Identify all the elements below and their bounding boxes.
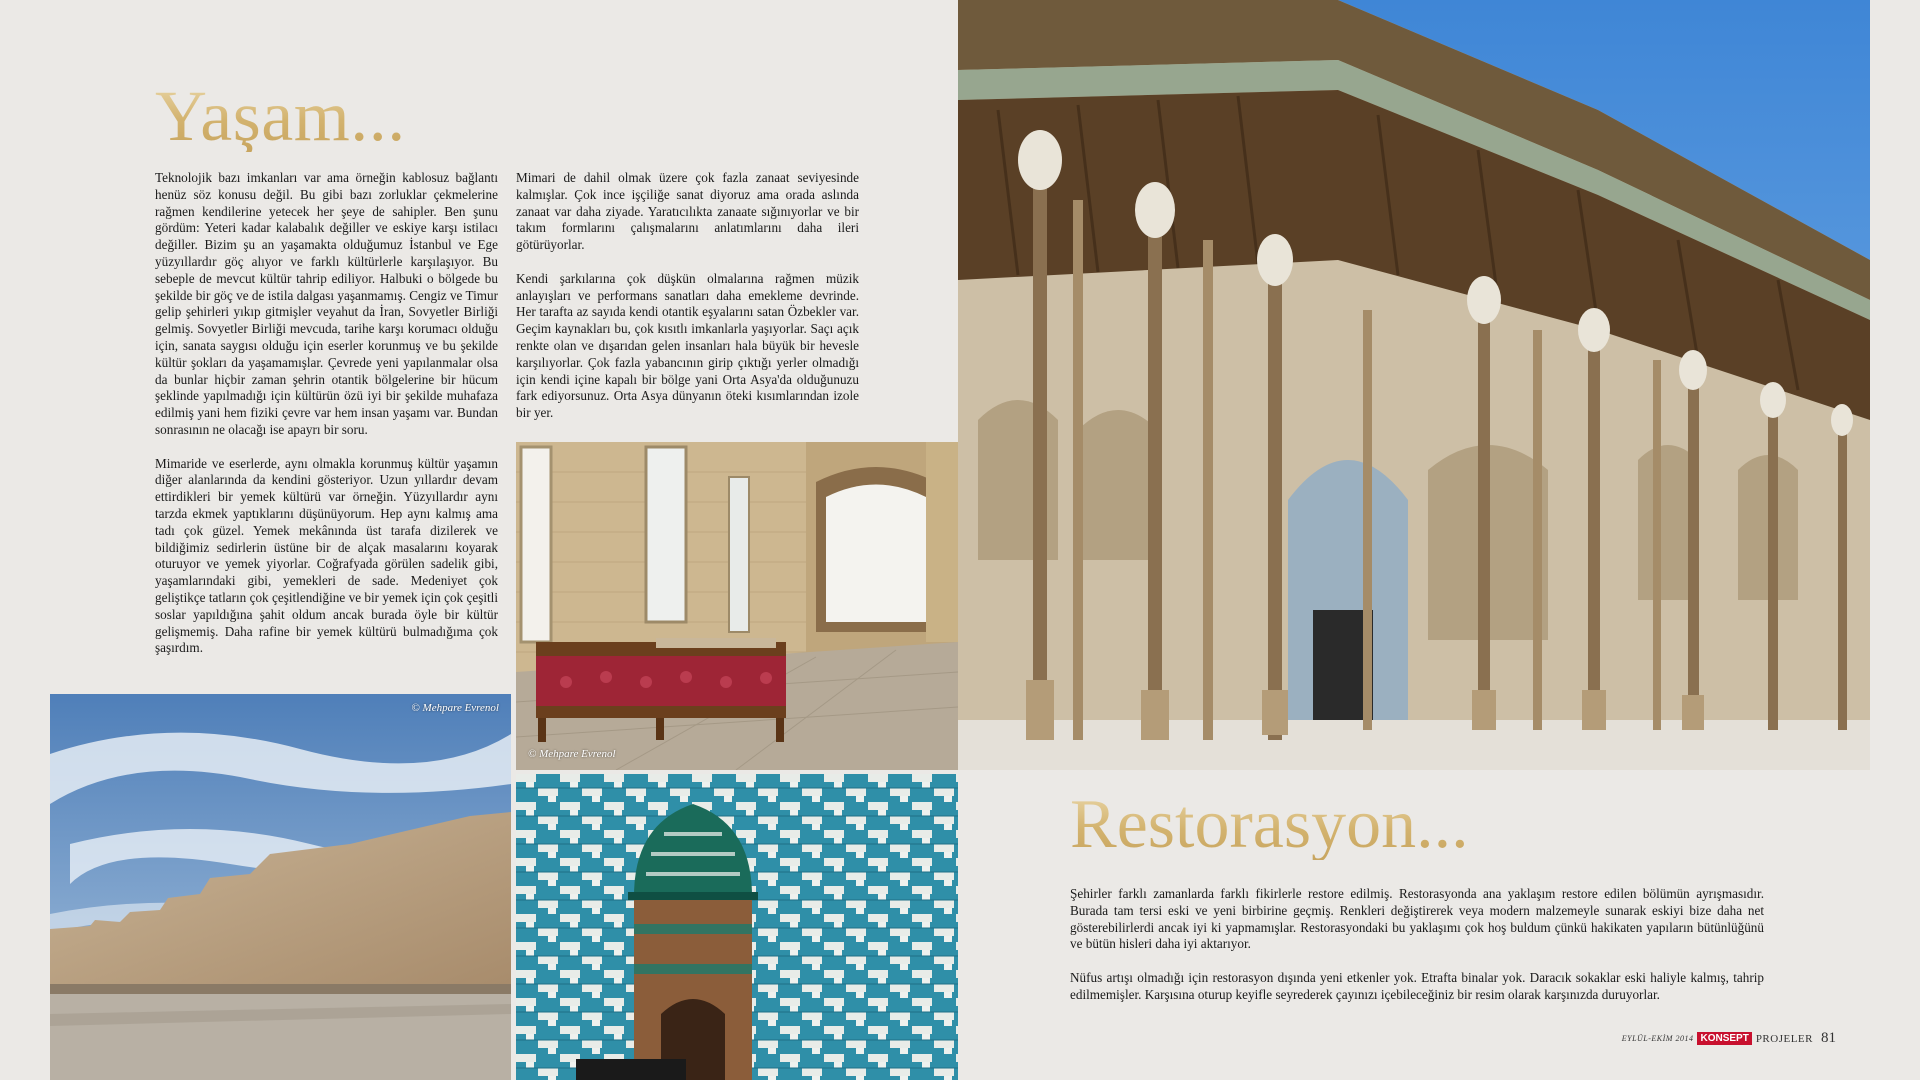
photo-mosque-columns: [958, 0, 1870, 770]
paragraph: Nüfus artışı olmadığı için restorasyon dışında yeni etkenler yok. Etrafta binalar yok. Daracık sokaklar eski haliyle kalmış, tahrip edilmemişler. Karşısına oturup keyifle seyrederek çayınızı içebileceğiniz bir resim olarak karşınızda duruyorlar.: [1070, 969, 1764, 1002]
photo-tiled-minaret: [516, 774, 958, 1080]
page-number: 81: [1821, 1030, 1836, 1046]
minaret-illustration: [516, 774, 958, 1080]
paragraph: Teknolojik bazı imkanları var ama örneğin kablosuz bağlantı henüz söz konusu değil. Bu gibi bazı zorluklar çekmelerine rağmen kendilerine yetecek her şeye de sahipler. Ben şunu gördüm: Yeteri kadar kalabalık değiller ve eskiye karşı istilacı değiller. Bizim şu an yaşamakta olduğumuz İstanbul ve Ege yüzyıllardır göç alıyor ve farklı kültürlerle karşılaşıyor. Bu sebeple de mevcut kültür tahrip ediliyor. Halbuki o bölgede bu şekilde bir göç ve de istila dalgası yaşanmamış. Cengiz ve Timur gelip şehirleri yıkıp gitmişler veyahut da İran, Sovyetler Birliği gelmiş. Sovyetler Birliği mevcuda, tarihe karşı korumacı olduğu için, sanata saygısı olduğu için eserler korunmuş ve bu şekilde kültür şokları da yaşamamışlar. Çevrede yeni yapılanmalar olsa da bunlar hiçbir zaman şehrin otantik bölgelerine bir hücum şeklinde yapılmadığı için kültürün özü iyi bir şekilde muhafaza edilmiş yani hem fiziki çevre var hem insan yaşamı var. Bundan sonrasının ne olacağı ise apayrı bir soru.: [155, 170, 498, 437]
issue-date: EYLÜL-EKİM 2014: [1621, 1034, 1694, 1043]
paragraph: Mimaride ve eserlerde, aynı olmakla korunmuş kültür yaşamın diğer alanlarında da kendini gösteriyor. Uzun yıllardır devam ettirdikleri bir yemek kültürü var örneğin. Yüzyıllardır aynı tarzda ekmek yaptıklarını düşünüyorum. Hep aynı kalmış ama tadı çok güzel. Yemek mekânında üst tarafa dizilerek ve bildiğimiz sedirlerin üstüne bir de alçak masalarını koyarak oturuyor ve yemek yiyorlar. Coğrafyada görülen sadelik gibi, yaşamlarındaki gibi, yemekleri de sade. Medeniyet çok geliştikçe tatların çok çeşitlendiğine ve bir yemek için çok çeşitli soslar yapıldığına şahit oldum ancak burada öyle bir kültür gelişmemiş. Daha rafine bir yemek kültürü bulmadığıma çok şaşırdım.: [155, 455, 498, 656]
restorasyon-text: [1070, 886, 1764, 1020]
courtyard-illustration: [516, 442, 958, 770]
photo-credit: © Mehpare Evrenol: [411, 702, 499, 714]
brand-logo: KONSEPT: [1697, 1032, 1751, 1045]
mosque-illustration: [958, 0, 1870, 770]
heading-yasam: Yaşam...: [155, 76, 406, 156]
photo-courtyard: [516, 442, 958, 770]
yasam-column-1: [155, 170, 498, 674]
heading-restorasyon: Restorasyon...: [1070, 786, 1469, 863]
paragraph: Kendi şarkılarına çok düşkün olmalarına rağmen müzik anlayışları ve performans sanatları daha emekleme devrinde. Her tarafta az sayıda kendi otantik eşyalarını satan Özbekler var. Geçim kaynakları bu, çok kısıtlı imkanlarla yaşıyorlar. Saçı açık renkte olan ve dışarıdan gelen insanları hala büyük bir hevesle karşılıyorlar. Çok fazla yabancının girip çıktığı yerler olmadığı için kendi içine kapalı bir bölge yani Orta Asya'da olduğunuzu fark ediyorsunuz. Orta Asya dünyanın öteki kısımlarından izole bir yer.: [516, 270, 859, 421]
paragraph: Mimari de dahil olmak üzere çok fazla zanaat seviyesinde kalmışlar. Çok ince işçiliğe sanat diyoruz ama orada aslında zanaat var daha ziyade. Yaratıcılıkta zanaate sığınıyorlar ve bir takım formlarını çalışmalarını anlatımlarını daha ileri götürüyorlar.: [516, 170, 859, 253]
photo-credit: © Mehpare Evrenol: [528, 748, 616, 760]
photo-fortress-wall: [50, 694, 511, 1080]
paragraph: Şehirler farklı zamanlarda farklı fikirlerle restore edilmiş. Restorasyonda ana yaklaşım restore edilen bölümün ayrışmasıdır. Burada tam tersi eski ve yeni birbirine geçmiş. Renkleri değiştirerek veya modern malzemeyle sunarak eskiyi bize daha net gösterebilirlerdi ancak iyi ki yapmamışlar. Restorasyondaki bu yaklaşımı çok hoş buldum çünkü hakikaten yapıların bütünlüğünü ve bütün hisleri daha iyi aktarıyor.: [1070, 886, 1764, 952]
yasam-column-2: [516, 170, 859, 439]
fortress-illustration: [50, 694, 511, 1080]
brand-name: PROJELER: [1755, 1032, 1813, 1045]
page-footer: [1622, 1030, 1836, 1047]
